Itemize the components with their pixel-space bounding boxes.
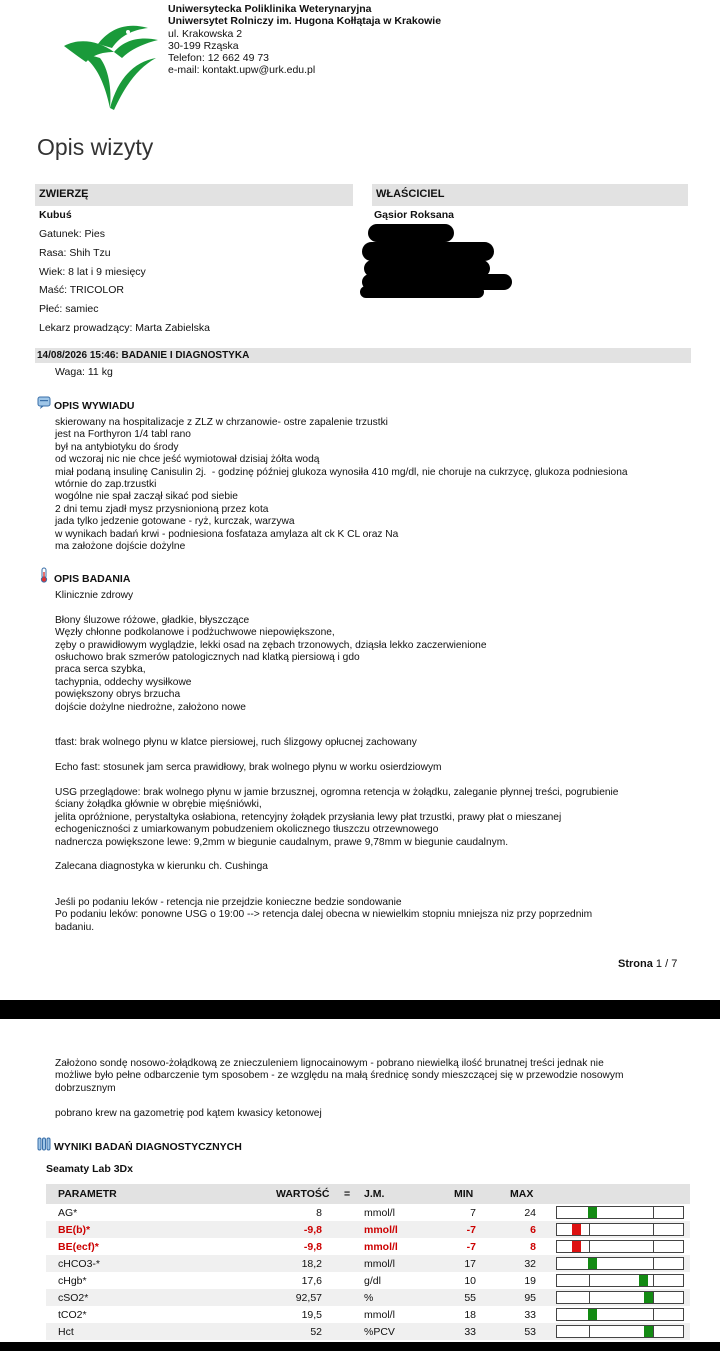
max-cell: 32 bbox=[524, 1258, 536, 1270]
interview-icon bbox=[36, 394, 52, 410]
unit-cell: mmol/l bbox=[364, 1258, 395, 1270]
col-min: MIN bbox=[454, 1188, 474, 1200]
value-marker bbox=[639, 1275, 648, 1286]
table-row bbox=[46, 1255, 690, 1272]
thermometer-icon bbox=[36, 567, 52, 583]
owner-name: Gąsior Roksana bbox=[374, 209, 454, 221]
value-cell: 52 bbox=[310, 1326, 322, 1338]
min-cell: -7 bbox=[466, 1241, 476, 1253]
clinic-phone: Telefon: 12 662 49 73 bbox=[168, 52, 270, 65]
range-min-line bbox=[589, 1326, 590, 1337]
table-row bbox=[46, 1238, 690, 1255]
table-row bbox=[46, 1289, 690, 1306]
value-cell: -9,8 bbox=[303, 1241, 322, 1253]
page-label: Strona bbox=[618, 958, 653, 970]
col-value: WARTOŚĆ bbox=[276, 1188, 330, 1200]
echo-fast-result: Echo fast: stosunek jam serca prawidłowy, brak wolnego płynu w worku osierdziowym bbox=[55, 762, 442, 773]
min-cell: 18 bbox=[464, 1309, 476, 1321]
range-indicator bbox=[556, 1274, 684, 1287]
param-cell: cSO2* bbox=[58, 1292, 89, 1304]
usg-result: USG przeglądowe: brak wolnego płynu w jamie brzusznej, ogromna retencja w żołądku, zaleganie płynnej treści, pogrubienie ściany żołądka głównie w obrębie mięśniówki, jelita opróżnione, perystaltyka osłabiona, retencyjny żołądek przysłania lewy płat trzustki, prawy płat o mieszanej echogeniczności z umiarkowanym pobudzeniem okolicznego tłuszczu otrzewnowego nadnercza powiększone lewe: 9,2mm w biegunie caudalnym, prawe 9,78mm w biegunie caudalnym. bbox=[55, 787, 619, 848]
range-max-line bbox=[653, 1241, 654, 1252]
test-tubes-icon bbox=[36, 1136, 52, 1152]
unit-cell: g/dl bbox=[364, 1275, 381, 1287]
range-indicator bbox=[556, 1308, 684, 1321]
range-max-line bbox=[653, 1224, 654, 1235]
col-param: PARAMETR bbox=[58, 1188, 117, 1200]
col-eq: = bbox=[344, 1188, 351, 1200]
results-rows bbox=[46, 1204, 690, 1340]
results-table-header bbox=[46, 1184, 690, 1204]
clinic-logo bbox=[58, 18, 162, 118]
range-min-line bbox=[589, 1292, 590, 1303]
visit-header: 14/08/2026 15:46: BADANIE I DIAGNOSTYKA bbox=[35, 348, 691, 363]
range-min-line bbox=[589, 1224, 590, 1235]
attending-vet: Lekarz prowadzący: Marta Zabielska bbox=[39, 322, 210, 334]
university-name: Uniwersytet Rolniczy im. Hugona Kołłątaja w Krakowie bbox=[168, 15, 442, 28]
max-cell: 24 bbox=[524, 1207, 536, 1219]
blood-gas-note: pobrano krew na gazometrię pod kątem kwasicy ketonowej bbox=[55, 1108, 322, 1119]
value-cell: 17,6 bbox=[301, 1275, 322, 1287]
table-row bbox=[46, 1323, 690, 1340]
animal-age: Wiek: 8 lat i 9 miesięcy bbox=[39, 266, 146, 278]
param-cell: BE(b)* bbox=[58, 1224, 91, 1236]
clinic-email: e-mail: kontakt.upw@urk.edu.pl bbox=[168, 64, 316, 77]
param-cell: cHCO3-* bbox=[58, 1258, 101, 1270]
exam-findings: Klinicznie zdrowy Błony śluzowe różowe, gładkie, błyszczące Węzły chłonne podkolanowe i podżuchwowe niepowiększone, zęby o prawidłowym wyglądzie, lekki osad na zębach trzonowych, dziąsła lekko zaczerwienione osłuchowo brak szmerów patologicznych nad klatką piersiową i gdo praca serca szybka, tachypnia, oddechy wysiłkowe powiększony obrys brzucha dojście dożylne niedrożne, założono nowe bbox=[55, 590, 487, 713]
value-cell: 18,2 bbox=[301, 1258, 322, 1270]
unit-cell: mmol/l bbox=[364, 1309, 395, 1321]
clinic-name: Uniwersytecka Poliklinika Weterynaryjna bbox=[168, 3, 372, 15]
param-cell: AG* bbox=[58, 1207, 78, 1219]
param-cell: cHgb* bbox=[58, 1275, 87, 1287]
animal-name: Kubuś bbox=[39, 209, 72, 221]
range-indicator bbox=[556, 1325, 684, 1338]
min-cell: 17 bbox=[464, 1258, 476, 1270]
range-indicator bbox=[556, 1240, 684, 1253]
unit-cell: mmol/l bbox=[364, 1224, 398, 1236]
animal-section-header: ZWIERZĘ bbox=[35, 184, 353, 206]
value-marker bbox=[588, 1309, 597, 1320]
exam-title: OPIS BADANIA bbox=[54, 573, 131, 585]
table-row bbox=[46, 1306, 690, 1323]
range-max-line bbox=[653, 1309, 654, 1320]
col-unit: J.M. bbox=[364, 1188, 385, 1200]
interview-title: OPIS WYWIADU bbox=[54, 400, 135, 412]
value-marker bbox=[572, 1241, 581, 1252]
value-marker bbox=[644, 1326, 653, 1337]
unit-cell: mmol/l bbox=[364, 1241, 398, 1253]
max-cell: 95 bbox=[524, 1292, 536, 1304]
diagnostic-recommendation: Zalecana diagnostyka w kierunku ch. Cushinga bbox=[55, 861, 268, 872]
animal-sex: Płeć: samiec bbox=[39, 303, 99, 315]
value-marker bbox=[588, 1207, 597, 1218]
value-cell: 8 bbox=[316, 1207, 322, 1219]
probe-note: Założono sondę nosowo-żołądkową ze znieczuleniem lignocainowym - pobrano niewielką ilość brunatnej treści jednak nie możliwe było pełne odbarczenie tym sposobem - ze względu na małą średnicę sondy mieszczącej się w przewodzie nosowym dobrzusznym bbox=[55, 1058, 624, 1094]
min-cell: 33 bbox=[464, 1326, 476, 1338]
param-cell: tCO2* bbox=[58, 1309, 87, 1321]
clinic-header bbox=[168, 3, 441, 77]
table-row bbox=[46, 1272, 690, 1289]
max-cell: 8 bbox=[530, 1241, 536, 1253]
animal-species: Gatunek: Pies bbox=[39, 228, 105, 240]
value-cell: 19,5 bbox=[301, 1309, 322, 1321]
interview-text: skierowany na hospitalizacje z ZLZ w chrzanowie- ostre zapalenie trzustki jest na Forthyron 1/4 tabl rano był na antybiotyku do środy od wczoraj nic nie chce jeść wymiotował dzisiaj żółta wodą miał podaną insulinę Canisulin 2j. - godzinę później glukoza wynosiła 410 mg/dl, nie choruje na cukrzycę, glukoza podniesiona wtórnie do zap.trzustki wogólne nie spał zaczął sikać pod siebie 2 dni temu zjadł mysz przysnionioną przez kota jada tylko jedzenie gotowane - ryż, kurczak, warzywa w wynikach badań krwi - podniesiona fosfataza amylaza alt ck K CL oraz Na ma założone dojście dożylne bbox=[55, 417, 628, 553]
range-indicator bbox=[556, 1223, 684, 1236]
min-cell: -7 bbox=[466, 1224, 476, 1236]
range-max-line bbox=[653, 1292, 654, 1303]
value-cell: 92,57 bbox=[295, 1292, 322, 1304]
unit-cell: mmol/l bbox=[364, 1207, 395, 1219]
table-row bbox=[46, 1221, 690, 1238]
value-marker bbox=[588, 1258, 597, 1269]
range-max-line bbox=[653, 1207, 654, 1218]
min-cell: 55 bbox=[464, 1292, 476, 1304]
min-cell: 10 bbox=[464, 1275, 476, 1287]
value-marker bbox=[572, 1224, 581, 1235]
range-min-line bbox=[589, 1275, 590, 1286]
results-title: WYNIKI BADAŃ DIAGNOSTYCZNYCH bbox=[54, 1141, 242, 1153]
page-total: / 7 bbox=[665, 958, 678, 970]
table-row bbox=[46, 1204, 690, 1221]
value-cell: -9,8 bbox=[303, 1224, 322, 1236]
clinic-city: 30-199 Rząska bbox=[168, 39, 239, 52]
page-current: 1 bbox=[655, 958, 663, 970]
param-cell: Hct bbox=[58, 1326, 74, 1338]
max-cell: 53 bbox=[524, 1326, 536, 1338]
lab-device: Seamaty Lab 3Dx bbox=[46, 1163, 133, 1175]
value-marker bbox=[644, 1292, 653, 1303]
page-bottom-edge bbox=[0, 1342, 720, 1351]
weight: Waga: 11 kg bbox=[55, 366, 113, 378]
unit-cell: %PCV bbox=[364, 1326, 395, 1338]
clinic-street: ul. Krakowska 2 bbox=[168, 27, 243, 40]
range-indicator bbox=[556, 1257, 684, 1270]
max-cell: 33 bbox=[524, 1309, 536, 1321]
after-medication-note: Jeśli po podaniu leków - retencja nie przejdzie konieczne bedzie sondowanie Po podaniu leków: ponowne USG o 19:00 --> retencja dalej obecna w niewielkim stopniu mniejsza niz przy poprzednim badaniu. bbox=[55, 897, 593, 933]
min-cell: 7 bbox=[470, 1207, 476, 1219]
owner-section-header: WŁAŚCICIEL bbox=[372, 184, 688, 206]
page-number bbox=[618, 958, 677, 970]
param-cell: BE(ecf)* bbox=[58, 1241, 99, 1253]
document-title: Opis wizyty bbox=[37, 134, 154, 160]
range-indicator bbox=[556, 1206, 684, 1219]
unit-cell: % bbox=[364, 1292, 374, 1304]
range-max-line bbox=[653, 1258, 654, 1269]
max-cell: 6 bbox=[530, 1224, 536, 1236]
page-separator bbox=[0, 1000, 720, 1019]
range-indicator bbox=[556, 1291, 684, 1304]
animal-breed: Rasa: Shih Tzu bbox=[39, 247, 111, 259]
results-table bbox=[46, 1184, 690, 1340]
animal-color: Maść: TRICOLOR bbox=[39, 284, 124, 296]
range-max-line bbox=[653, 1326, 654, 1337]
max-cell: 19 bbox=[524, 1275, 536, 1287]
tfast-result: tfast: brak wolnego płynu w klatce piersiowej, ruch ślizgowy opłucnej zachowany bbox=[55, 737, 417, 748]
range-max-line bbox=[653, 1275, 654, 1286]
range-min-line bbox=[589, 1241, 590, 1252]
col-max: MAX bbox=[510, 1188, 534, 1200]
